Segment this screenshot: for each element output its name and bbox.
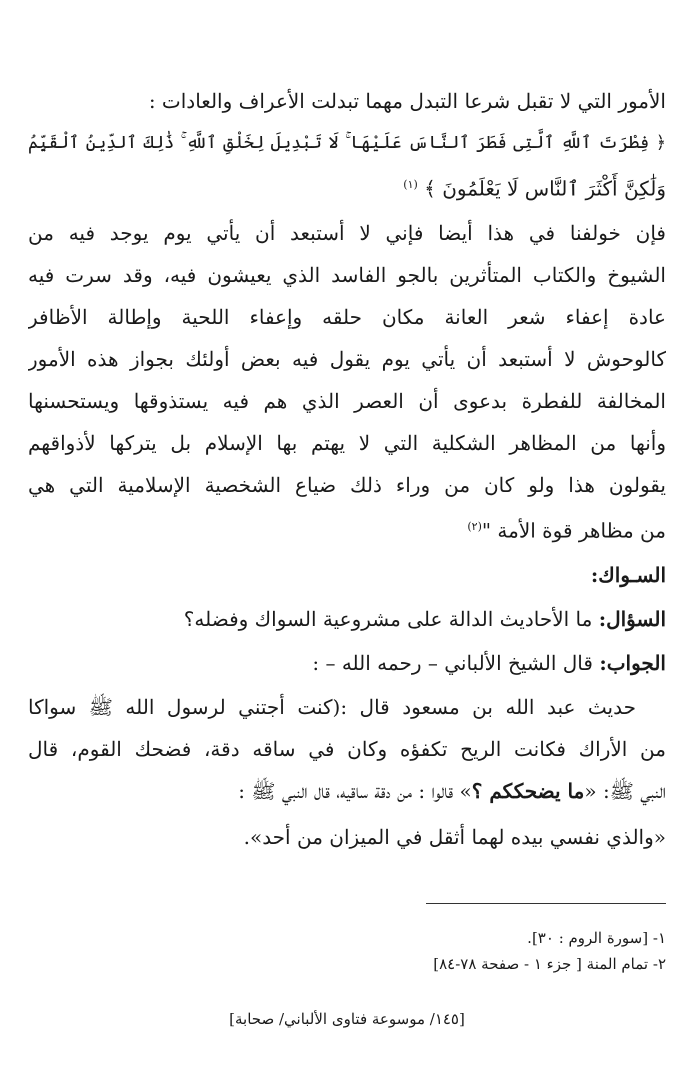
quran-verse-line: وَلَٰكِنَّ أَكْثَرَ ٱلنَّاسِ لَا يَعْلَمُونَ ﴾ $^{(١)}$ — [403, 176, 666, 201]
answer-line — [28, 648, 666, 680]
hadith-quote: ما يضحككم ؟ — [471, 779, 585, 803]
text-line: حديث عبد الله بن مسعود قال :(كنت أجتني لرسول الله ﷺ سواكا — [28, 695, 636, 719]
text-line: من مظاهر قوة الأمة "$^{(٢)}$ — [467, 518, 666, 543]
footnote-ref: (٢) — [467, 520, 482, 533]
footnote: ٢- تمام المنة [ جزء ١ - صفحة ٧٨-٨٤] — [433, 955, 666, 973]
question-label: السؤال: — [598, 607, 666, 631]
text-line: يقولون هذا ولو كان من وراء ذلك ضياع الشخصية الإسلامية التي هي — [28, 473, 666, 497]
text-line: فإن خولفنا في هذا أيضا فإني لا أستبعد أن يأتي يوم يوجد فيه من — [28, 221, 666, 245]
text-line: المخالفة للفطرة بدعوى أن العصر الذي هم فيه يستذوقها ويستحسنها — [28, 389, 666, 413]
answer-text: قال الشيخ الألباني – رحمه الله – : — [312, 651, 600, 675]
text-line: كالوحوش لا أستبعد أن يأتي يوم يقول فيه بعض أولئك بجواز هذه الأمور — [28, 347, 666, 371]
page-footer: [١٤٥/ موسوعة فتاوى الألباني/ صحابة] — [229, 1010, 465, 1028]
text-line: وأنها من المظاهر الشكلية التي لا يهتم بها الإسلام بل يتركها لأذواقهم — [28, 431, 666, 455]
text-line: النبي ﷺ: «ما يضحككم ؟» قالوا : من دقة ساقيه، قال النبي ﷺ : — [238, 779, 666, 803]
text-line: الشيوخ والكتاب المتأثرين بالجو الفاسد الذي يعيشون فيه، وقد سرت فيه — [28, 263, 666, 287]
text-line: «والذي نفسي بيده لهما أثقل في الميزان من أحد». — [243, 825, 666, 849]
text-line: من الأراك فكانت الريح تكفؤه وكان في ساقه دقة، فضحك القوم، قال — [28, 737, 666, 761]
footnote: ١- [سورة الروم : ٣٠]. — [527, 929, 666, 947]
question-text: ما الأحاديث الدالة على مشروعية السواك وفضله؟ — [183, 607, 599, 631]
quran-verse-line: ﴿ فِطْرَتَ ٱللَّهِ ٱلَّتِى فَطَرَ ٱلنَّاسَ عَلَيْهَا ۚ لَا تَبْدِيلَ لِخَلْقِ ٱللَّهِ ۚ ذَٰلِكَ ٱلدِّينُ ٱلْقَيِّمُ — [28, 133, 666, 153]
text-line: الأمور التي لا تقبل شرعا التبدل مهما تبدلت الأعراف والعادات : — [148, 89, 666, 113]
text-line: عادة إعفاء شعر العانة مكان حلقه وإعفاء اللحية وإطالة الأظافر — [28, 305, 666, 329]
section-heading: السـواك: — [590, 563, 666, 587]
footnote-divider — [426, 903, 666, 904]
answer-label: الجواب: — [599, 651, 666, 675]
question-line — [28, 604, 666, 636]
footnote-ref: (١) — [403, 178, 418, 191]
